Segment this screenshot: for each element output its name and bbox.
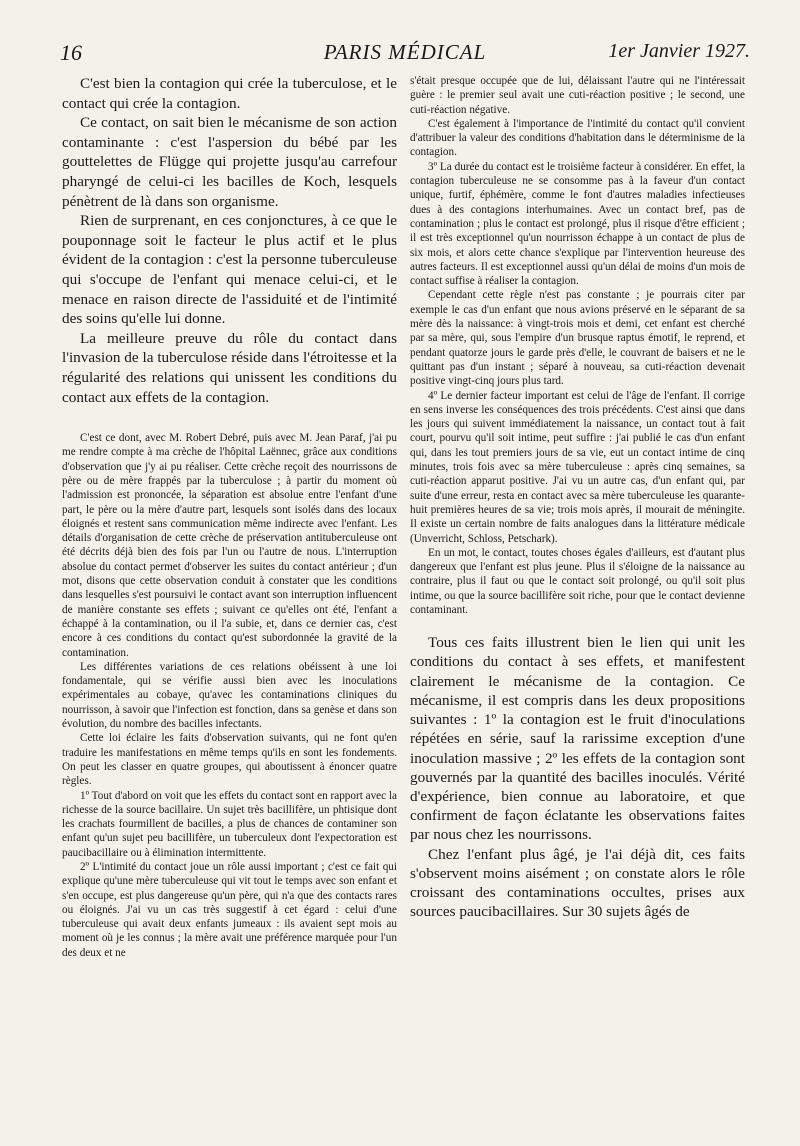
paragraph: Les différentes variations de ces relations obéissent à une loi fondamentale, qui se vérifie aussi bien avec les inoculations expérimentales au cobaye, qu'avec les contaminations cliniques du nourrisson, à savoir que l'infection est fonction, dans sa genèse et dans son évolution, du nombre des bacilles infectants. [62, 660, 397, 731]
paragraph: 3º La durée du contact est le troisième facteur à considérer. En effet, la contagion tuberculeuse ne se consomme pas à la faveur d'un contact unique, furtif, éphémère, comme le font d'autres maladies infectieuses dues à des contagions interhumaines. Avec un contact bref, pas de contamination ; plus le contact est prolongé, plus il risque d'être efficient ; il est très exceptionnel qu'un nourrisson échappe à un contact de plus de six mois, et alors cette chance s'explique par l'intervention heureuse des autres facteurs. Il est exceptionnel aussi qu'un délai de moins d'un mois de contact suffise à réaliser la contagion. [410, 160, 745, 288]
paragraph: C'est ce dont, avec M. Robert Debré, puis avec M. Jean Paraf, j'ai pu me rendre compte à ma crèche de l'hôpital Laënnec, grâce aux conditions d'observation que j'y ai pu réaliser. Cette crèche reçoit des nourrissons de père ou de mère frappés par la tuberculose ; à partir du moment où l'admission est prononcée, la séparation est absolue entre l'enfant d'une part, le père ou la mère d'autre part, lesquels sont isolés dans des locaux éloignés et restent sans communication même indirecte avec l'enfant. Les détails d'organisation de cette crèche de préservation antituberculeuse ont été décrits déjà bien des fois par l'un ou l'autre de nous. L'interruption absolue du contact permet d'observer les suites du contact antérieur ; d'un mot, disons que cette observation conduit à constater que les conditions dans lesquelles s'est poursuivi le contact avant son interruption influencent de manière constante ses effets ; suivant ce qu'elles ont été, l'enfant a échappé à la contamination, ou il l'a subie, et, dans ce dernier cas, c'est encore à ces conditions du contact qu'est subordonnée la gravité de la contamination. [62, 432, 397, 659]
paragraph: 4º Le dernier facteur important est celui de l'âge de l'enfant. Il corrige en sens inverse les conséquences des trois précédents. C'est ainsi que dans les jours qui suivent immédiatement la naissance, un contact tout à fait court, pourvu qu'il soit intime, peut suffire : j'ai publié le cas d'un enfant qui, dans les tout premiers jours de sa vie, eut un contact intime de cinq minutes, trois fois avec sa mère tuberculeuse : après cinq semaines, sa cuti-réaction apparut positive. J'ai vu un autre cas, d'un enfant qui, par suite d'une erreur, resta en contact avec sa mère tuberculeuse les quarante-huit premières heures de sa vie; trois mois après, il mourait de méningite. Il existe un certain nombre de faits analogues dans la littérature médicale (Unverricht, Schloss, Petschark). [410, 389, 745, 545]
issue-date: 1er Janvier 1927. [608, 40, 750, 62]
journal-title: PARIS MÉDICAL [323, 40, 487, 64]
right-column [410, 74, 745, 921]
left-large-text [62, 74, 397, 407]
paragraph: Cette loi éclaire les faits d'observation suivants, qui ne font qu'en traduire les manifestations en même temps qu'ils en sont les fondements. On peut les classer en quatre groupes, qui aboutissent à énoncer quatre règles. [62, 732, 397, 788]
paragraph: La meilleure preuve du rôle du contact dans l'invasion de la tuberculose réside dans l'étroitesse et la régularité des relations qui unissent les conditions du contact aux effets de la contagion. [62, 329, 397, 406]
paragraph: C'est bien la contagion qui crée la tuberculose, et le contact qui crée la contagion. [62, 75, 397, 112]
paragraph: Tous ces faits illustrent bien le lien qui unit les conditions du contact à ses effets, et manifestent clairement le mécanisme de la contagion. Ce mécanisme, il est compris dans les deux propositions suivantes : 1º la contagion est le fruit d'inoculations répétées en série, sauf la rarissime exception d'une inoculation massive ; 2º les effets de la contagion sont gouvernés par la quantité des bacilles inoculés. Vérité d'expérience, bien connue au laboratoire, et que confirment de façon éclatante les observations faites par nous chez les nourrissons. [410, 634, 745, 844]
left-column [62, 74, 397, 960]
paragraph: s'était presque occupée que de lui, délaissant l'autre qui ne l'intéressait guère : le premier seul avait une cuti-réaction positive ; le second, une cuti-réaction négative. [410, 75, 745, 116]
paragraph: C'est également à l'importance de l'intimité du contact qu'il convient d'attribuer la valeur des conditions d'habitation dans le déterminisme de la contagion. [410, 117, 745, 159]
paragraph: Chez l'enfant plus âgé, je l'ai déjà dit, ces faits s'observent moins aisément ; on constate alors le rôle croissant des contaminations occultes, prises aux sources paucibacillaires. Sur 30 sujets âgés de [410, 845, 745, 921]
right-small-text [410, 74, 745, 617]
page-number: 16 [60, 40, 82, 65]
paragraph: En un mot, le contact, toutes choses égales d'ailleurs, est d'autant plus dangereux que l'enfant est plus jeune. Plus il s'éloigne de la naissance au contraire, plus il faut ou que le contact soit prolongé, ou qu'il soit plus intime, ou que la source bacillifère soit riche, pour que le contact devienne contaminant. [410, 546, 745, 616]
running-header [60, 40, 750, 70]
paragraph: 2º L'intimité du contact joue un rôle aussi important ; c'est ce fait qui explique qu'une mère tuberculeuse qui vit tout le temps avec son enfant et s'en occupe, est plus dangereuse qu'un père, qui n'a que des contacts rares ou éloignés. J'ai vu un cas très suggestif à cet égard : celui d'une tuberculeuse qui avait deux enfants jumeaux : ils avaient sept mois au moment où je les connus ; la mère avait une préférence marquée pour l'un des deux et ne [62, 861, 397, 959]
paragraph: Rien de surprenant, en ces conjonctures, à ce que le pouponnage soit le facteur le plus actif et le plus évident de la contagion : c'est la personne tuberculeuse qui s'occupe de l'enfant qui menace celui-ci, et le menace en raison directe de l'assiduité et de l'intimité des soins qu'elle lui donne. [62, 212, 397, 328]
paragraph: 1º Tout d'abord on voit que les effets du contact sont en rapport avec la richesse de la source bacillaire. Un sujet très bacillifère, un phtisique dont les crachats fourmillent de bacilles, a plus de chances de contaminer son enfant qu'un sujet peu bacillifère, un tuberculeux dont l'expectoration est paucibacillaire ou à élimination intermittente. [62, 789, 397, 859]
right-large-text [410, 633, 745, 921]
paragraph: Cependant cette règle n'est pas constante ; je pourrais citer par exemple le cas d'un enfant que nous avions préservé en le séparant de sa mère dès la naissance: à vingt-trois mois et demi, cet enfant est cherché par sa mère, qui, sous l'empire d'un brusque raptus émotif, le reprend, et pendant quatorze jours le garde près d'elle, le couvrant de baisers et ne le quittant pas d'un instant ; séparé à nouveau, sa cuti-réaction devenait positive vingt-cinq jours plus tard. [410, 289, 745, 388]
paragraph: Ce contact, on sait bien le mécanisme de son action contaminante : c'est l'aspersion du bébé par les gouttelettes de Flügge qui projette jusqu'au carrefour pharyngé de celui-ci les bacilles de Koch, lesquels pénètrent de là dans son organisme. [62, 114, 397, 210]
left-small-text [62, 431, 397, 960]
